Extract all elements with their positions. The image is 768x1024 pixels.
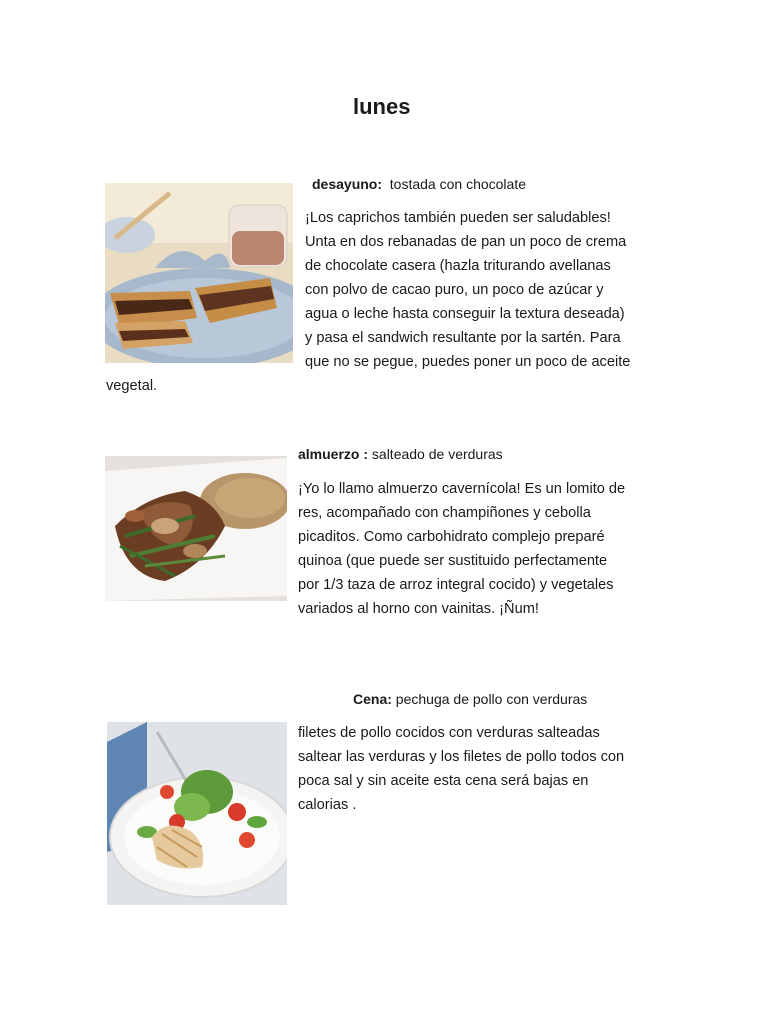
lunch-photo [105, 456, 287, 601]
dinner-label: Cena: [353, 691, 392, 707]
dinner-dish: pechuga de pollo con verduras [395, 691, 588, 707]
dinner-line: saltear las verduras y los filetes de pollo todos con [298, 749, 625, 765]
lunch-line: res, acompañado con champiñones y cebolla [298, 505, 591, 521]
breakfast-label: desayuno: [312, 176, 383, 192]
breakfast-line: agua o leche hasta conseguir la textura deseada) [305, 306, 625, 322]
breakfast-dish: tostada con chocolate [389, 176, 527, 192]
breakfast-line: ¡Los caprichos también pueden ser saludables! [305, 210, 611, 226]
lunch-line: por 1/3 taza de arroz integral cocido) y vegetales [298, 577, 614, 593]
dinner-line: filetes de pollo cocidos con verduras salteadas [298, 725, 600, 741]
breakfast-line: vegetal. [106, 378, 158, 394]
dinner-heading [353, 691, 587, 707]
lunch-line: picaditos. Como carbohidrato complejo preparé [298, 529, 605, 545]
lunch-line: ¡Yo lo llamo almuerzo cavernícola! Es un lomito de [298, 481, 626, 497]
dinner-photo [107, 722, 287, 905]
lunch-label: almuerzo : [298, 446, 369, 462]
lunch-dish: salteado de verduras [371, 446, 503, 462]
breakfast-heading [312, 176, 526, 192]
lunch-line: variados al horno con vainitas. ¡Ñum! [298, 601, 539, 617]
lunch-line: quinoa (que puede ser sustituido perfectamente [298, 553, 608, 569]
lunch-heading [298, 446, 503, 462]
dinner-line: calorias . [298, 797, 357, 813]
breakfast-line: con polvo de cacao puro, un poco de azúcar y [305, 282, 604, 298]
breakfast-line: de chocolate casera (hazla triturando avellanas [305, 258, 611, 274]
breakfast-line: y pasa el sandwich resultante por la sartén. Para [305, 330, 621, 346]
page-title: lunes [353, 94, 411, 119]
breakfast-line: que no se pegue, puedes poner un poco de aceite [305, 354, 631, 370]
dinner-line: poca sal y sin aceite esta cena será bajas en [298, 773, 589, 789]
breakfast-line: Unta en dos rebanadas de pan un poco de crema [305, 234, 627, 250]
breakfast-photo [105, 183, 293, 363]
